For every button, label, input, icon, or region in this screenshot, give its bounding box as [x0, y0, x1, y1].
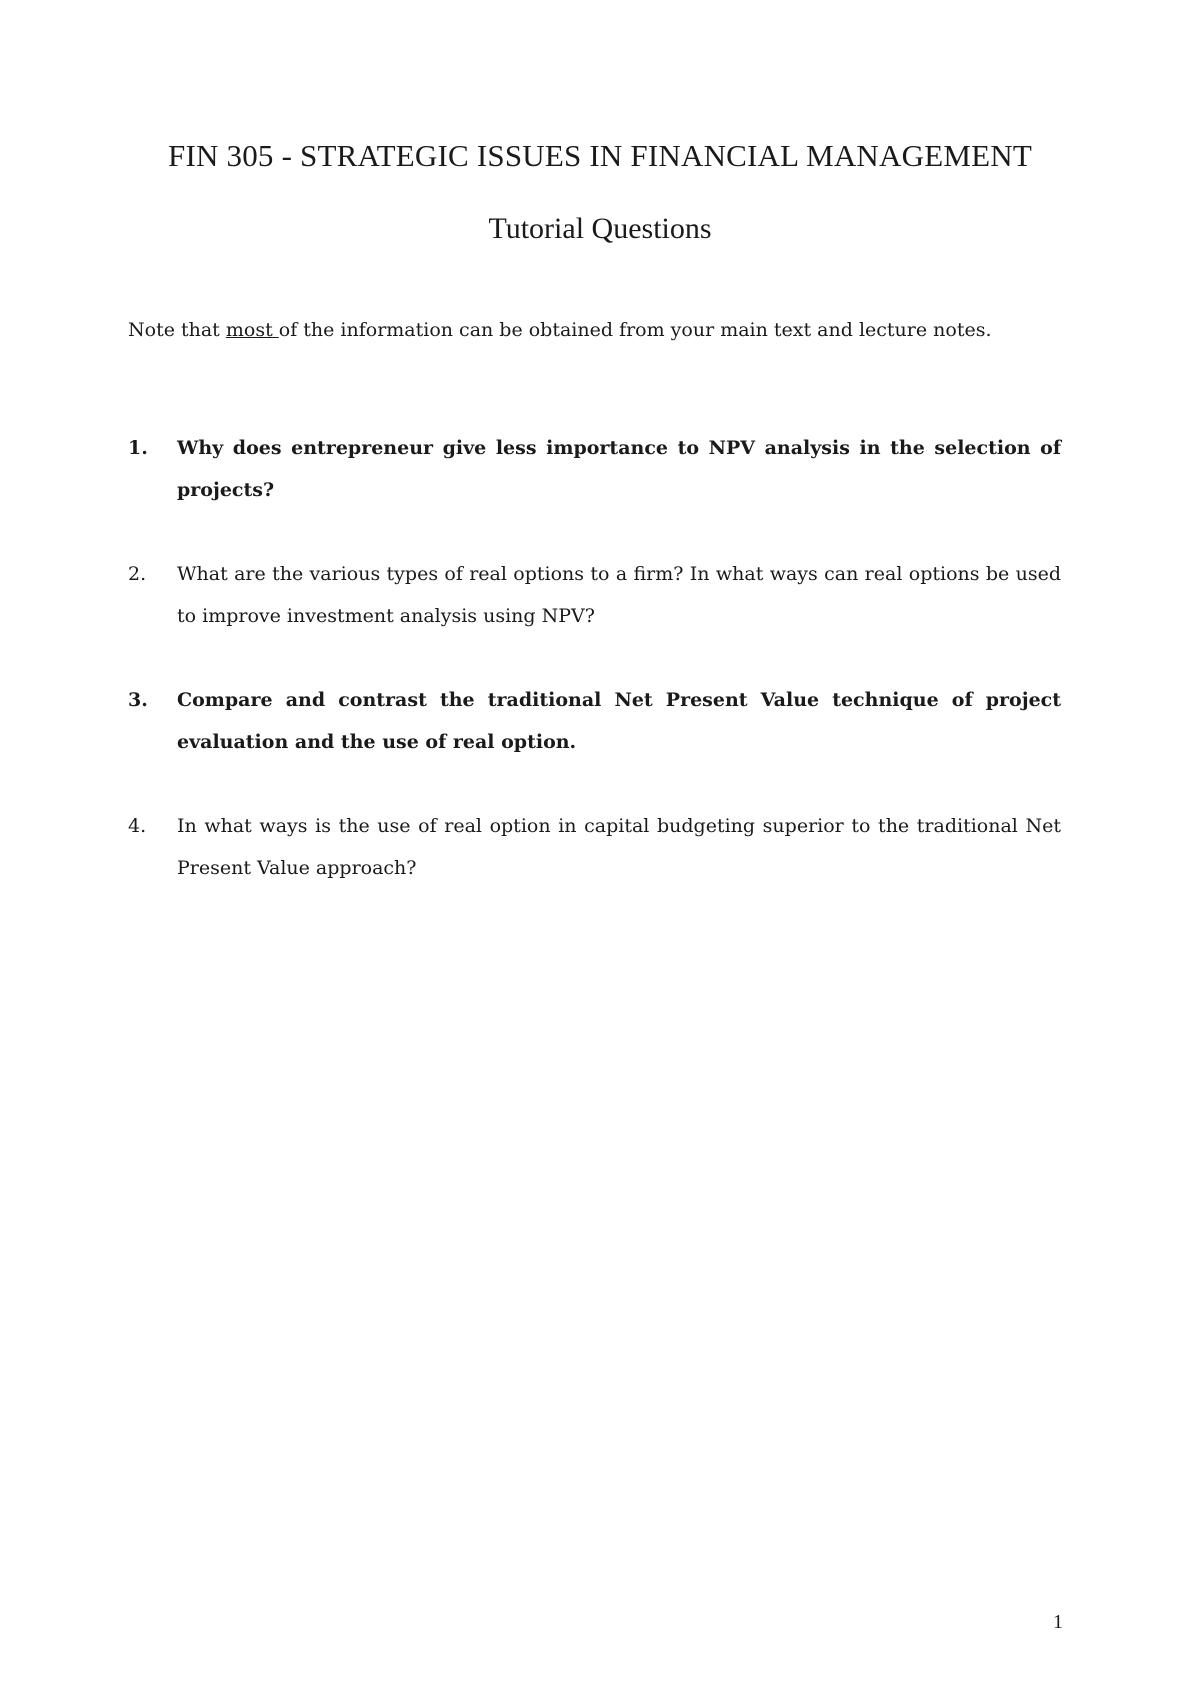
intro-note — [128, 319, 992, 341]
question-item — [128, 805, 1061, 889]
question-item — [128, 427, 1061, 511]
question-number: 3. — [128, 689, 148, 711]
question-item — [128, 679, 1061, 763]
question-text: In what ways is the use of real option in capital budgeting superior to the traditional Net Present Value approach? — [177, 815, 1061, 879]
question-number: 4. — [128, 815, 147, 837]
question-item — [128, 553, 1061, 637]
document-title: FIN 305 - STRATEGIC ISSUES IN FINANCIAL MANAGEMENT — [168, 138, 1032, 173]
question-number: 1. — [128, 437, 148, 459]
document-subtitle: Tutorial Questions — [488, 212, 712, 245]
note-text-before: Note that — [128, 319, 226, 341]
question-list — [128, 427, 1061, 931]
question-text: What are the various types of real options to a firm? In what ways can real options be used to improve investment analysis using NPV? — [177, 563, 1061, 627]
question-text: Compare and contrast the traditional Net Present Value technique of project evaluation and the use of real option. — [177, 689, 1061, 753]
question-number: 2. — [128, 563, 147, 585]
note-underlined-word: most — [225, 319, 279, 341]
page-number: 1 — [1053, 1611, 1063, 1633]
note-text-after: of the information can be obtained from your main text and lecture notes. — [278, 319, 992, 341]
question-text: Why does entrepreneur give less importance to NPV analysis in the selection of projects? — [177, 437, 1061, 501]
